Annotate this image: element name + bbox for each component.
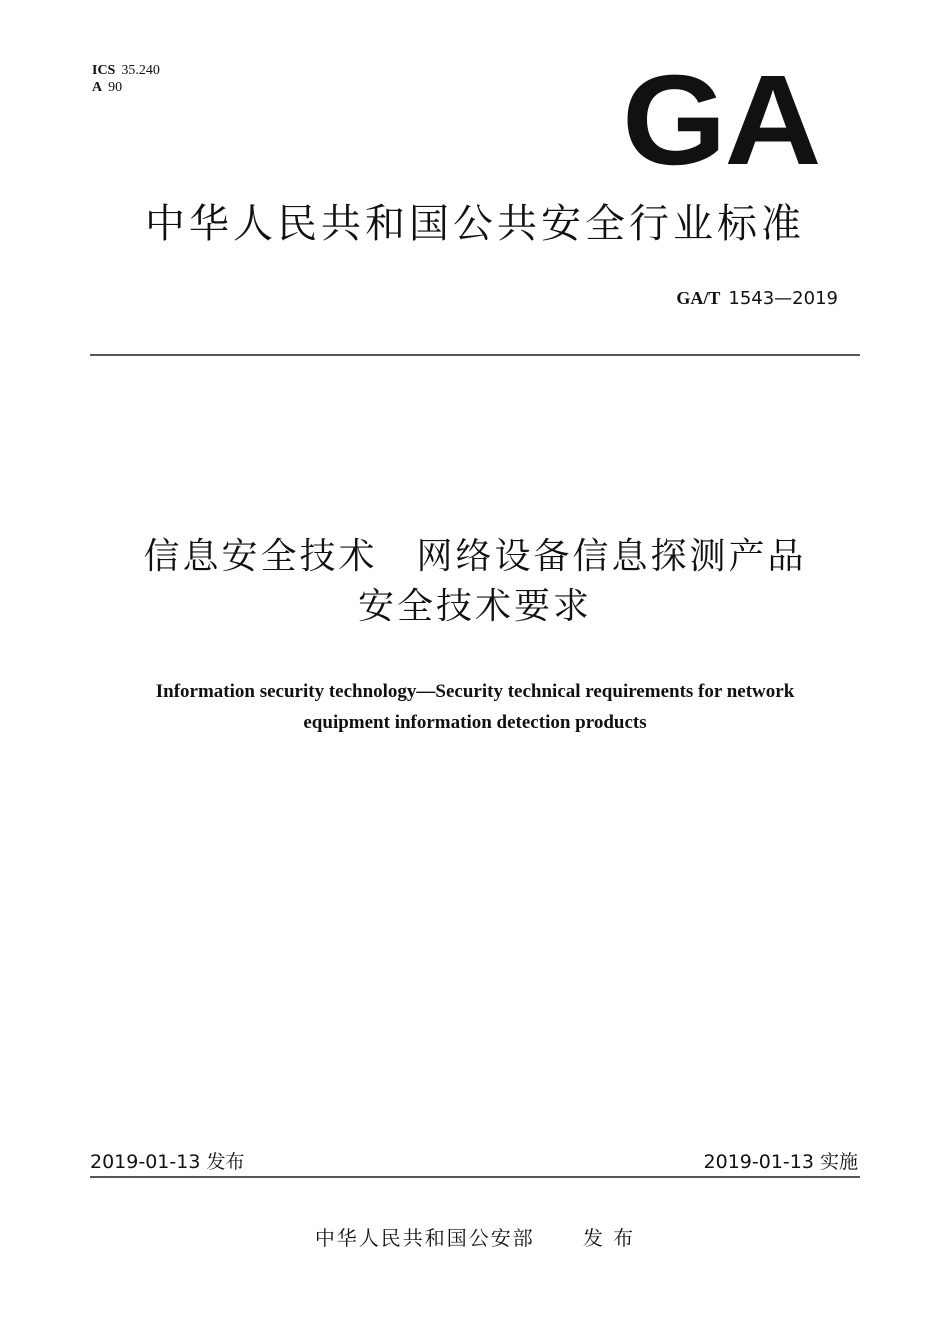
ga-logo: GA: [622, 49, 820, 192]
title-cn-line1: 信息安全技术 网络设备信息探测产品: [143, 536, 807, 577]
ccs-value: 90: [108, 80, 123, 95]
header-divider: [90, 354, 860, 356]
title-en-line2: equipment information detection products: [303, 712, 647, 733]
standard-type-title: 中华人民共和国公共安全行业标准: [145, 201, 805, 247]
document-title-cn: [60, 532, 890, 632]
ics-value: 35.240: [121, 63, 160, 78]
title-cn-line2: 安全技术要求: [357, 586, 592, 627]
ccs-label: A: [92, 80, 103, 95]
document-title-en: [70, 676, 880, 738]
standard-number-value: 1543—2019: [728, 288, 838, 309]
issuer-name: 中华人民共和国公安部: [314, 1226, 535, 1250]
issuer: [0, 1222, 950, 1251]
ics-code: [92, 62, 160, 79]
classification-codes: [92, 62, 160, 96]
issue-date: 2019-01-13 发布: [90, 1151, 245, 1173]
standard-number: [676, 288, 838, 309]
ccs-code: [92, 79, 160, 96]
title-en-line1: Information security technology—Security technical requirements for network: [155, 681, 795, 702]
ics-label: ICS: [92, 63, 116, 78]
implementation-date: 2019-01-13 实施: [703, 1151, 858, 1173]
standard-number-prefix: GA/T: [676, 288, 721, 308]
footer-divider: [90, 1176, 860, 1178]
issuer-action: 发 布: [582, 1226, 636, 1250]
